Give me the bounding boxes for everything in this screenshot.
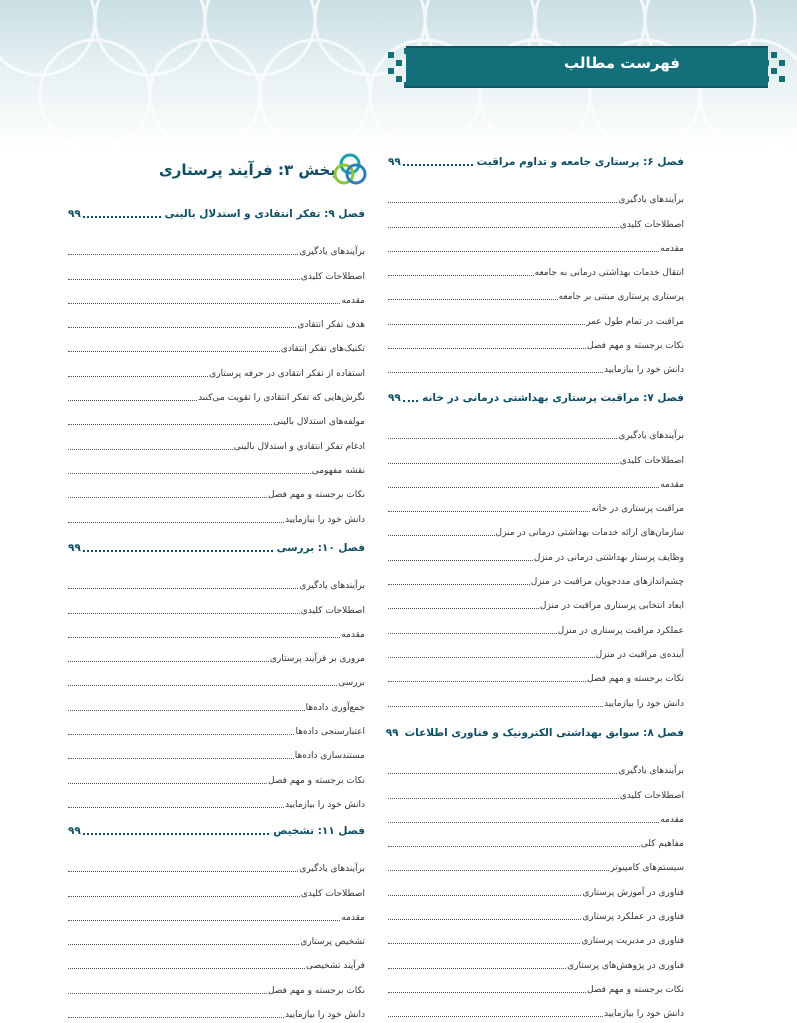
toc-entry-title: فناوری در پژوهش‌های پرستاری xyxy=(567,960,684,971)
toc-entry-title: استفاده از تفکر انتقادی در حرفه پرستاری xyxy=(209,368,365,379)
ornament-pixel xyxy=(779,60,785,66)
chapter-title: فصل ۹: تفکر انتقادی و استدلال بالینی xyxy=(164,208,365,220)
toc-entry[interactable] xyxy=(68,307,365,331)
toc-entry[interactable] xyxy=(388,255,684,279)
toc-entry[interactable] xyxy=(388,685,684,709)
leader-dots xyxy=(68,588,298,589)
leader-dots xyxy=(388,227,619,228)
toc-entry-title: برآیندهای یادگیری xyxy=(299,864,365,875)
ornament-pixel xyxy=(388,68,394,74)
leader-dots xyxy=(68,758,294,759)
toc-entry-title: مستندسازی داده‌ها xyxy=(294,751,365,762)
toc-entry-title: اصطلاحات کلیدی xyxy=(619,455,684,466)
toc-entry-title: فناوری در مدیریت پرستاری xyxy=(581,936,684,947)
ornament-pixel xyxy=(388,52,394,58)
toc-entry-title: وظایف پرستار بهداشتی درمانی در منزل xyxy=(533,552,684,563)
toc-entry-title: اصطلاحات کلیدی xyxy=(300,888,365,899)
toc-entry-title: ابعاد انتخابی پرستاری مراقبت در منزل xyxy=(539,601,684,612)
leader-dots xyxy=(83,833,269,835)
toc-entry[interactable] xyxy=(388,753,684,777)
chapter-page-number: ۹۹ xyxy=(68,825,81,837)
toc-entry[interactable] xyxy=(388,279,684,303)
toc-entry-title: اصطلاحات کلیدی xyxy=(300,271,365,282)
toc-entry[interactable] xyxy=(68,617,365,641)
toc-entry-title: بررسی xyxy=(338,678,365,689)
toc-entry-title: نکات برجسته و مهم فصل xyxy=(268,490,365,501)
chapter-heading[interactable] xyxy=(68,202,365,226)
leader-dots xyxy=(388,895,581,896)
leader-dots xyxy=(68,613,300,614)
chapter-title: فصل ۷: مراقبت پرستاری بهداشتی درمانی در خانه xyxy=(422,392,684,404)
toc-entry[interactable] xyxy=(68,453,365,477)
toc-entry-title: نکات برجسته و مهم فصل xyxy=(587,674,684,685)
leader-dots xyxy=(388,943,580,944)
leader-dots xyxy=(388,846,640,847)
leader-dots xyxy=(388,202,617,203)
toc-entry-title: دانش خود را بیازمایید xyxy=(604,1009,684,1020)
leader-dots xyxy=(388,299,558,300)
leader-dots xyxy=(388,324,585,325)
toc-entry-title: مروری بر فرآیند پرستاری xyxy=(269,654,365,665)
toc-entry[interactable] xyxy=(68,900,365,924)
leader-dots xyxy=(388,438,617,439)
toc-entry-title: مفاهیم کلی xyxy=(640,839,684,850)
toc-entry-title: برآیندهای یادگیری xyxy=(299,247,365,258)
leader-dots xyxy=(388,608,539,609)
toc-entry-title: فناوری در آموزش پرستاری xyxy=(582,887,684,898)
toc-entry[interactable] xyxy=(388,850,684,874)
section-heading xyxy=(158,152,368,190)
chapter-block xyxy=(388,150,684,376)
toc-entry[interactable] xyxy=(388,515,684,539)
toc-entry-title: اعتبارسنجی داده‌ها xyxy=(295,727,365,738)
leader-dots xyxy=(388,773,617,774)
toc-entry[interactable] xyxy=(68,924,365,948)
toc-entry[interactable] xyxy=(388,588,684,612)
toc-entry-title: مقدمه xyxy=(660,814,684,825)
leader-dots xyxy=(83,550,273,552)
toc-entry[interactable] xyxy=(388,972,684,996)
leader-dots xyxy=(388,275,534,276)
leader-dots xyxy=(83,216,161,218)
leader-dots xyxy=(68,661,269,662)
chapter-heading[interactable] xyxy=(385,721,684,745)
leader-dots xyxy=(68,807,284,808)
leader-dots xyxy=(403,400,418,402)
leader-dots xyxy=(68,734,294,735)
chapter-title: فصل ۱۰: بررسی xyxy=(276,542,365,554)
toc-entry-title: هدف تفکر انتقادی xyxy=(297,320,365,331)
leader-dots xyxy=(388,372,603,373)
leader-dots xyxy=(68,473,311,474)
toc-entry[interactable] xyxy=(388,564,684,588)
leader-dots xyxy=(68,376,208,377)
three-rings-logo-icon xyxy=(332,152,368,188)
toc-entry[interactable] xyxy=(68,380,365,404)
toc-entry-title: برآیندهای یادگیری xyxy=(618,195,684,206)
toc-entry-title: مقدمه xyxy=(341,295,365,306)
section-title: بخش ۳: فرآیند پرستاری xyxy=(158,161,336,179)
toc-entry[interactable] xyxy=(68,477,365,501)
chapter-block xyxy=(68,819,365,1021)
leader-dots xyxy=(388,798,619,799)
leader-dots xyxy=(68,968,305,969)
toc-entry[interactable] xyxy=(388,491,684,515)
leader-dots xyxy=(68,522,284,523)
ornament-pixel xyxy=(396,76,402,82)
toc-entry-title: چشم‌اندازهای مددجویان مراقبت در منزل xyxy=(530,577,684,588)
leader-dots xyxy=(68,710,305,711)
leader-dots xyxy=(68,1017,284,1018)
leader-dots xyxy=(68,871,298,872)
toc-entry-title: دانش خود را بیازمایید xyxy=(285,799,365,810)
toc-entry-title: مقدمه xyxy=(341,912,365,923)
toc-entry-title: انتقال خدمات بهداشتی درمانی به جامعه xyxy=(534,268,684,279)
toc-entry-title: عملکرد مراقبت پرستاری در منزل xyxy=(557,625,684,636)
leader-dots xyxy=(68,351,280,352)
ornament-pixel xyxy=(771,52,777,58)
chapter-heading[interactable] xyxy=(388,150,684,174)
toc-entry[interactable] xyxy=(388,303,684,327)
leader-dots xyxy=(403,164,473,166)
leader-dots xyxy=(388,681,586,682)
chapter-title: فصل ۶: پرستاری جامعه و تداوم مراقبت xyxy=(476,156,684,168)
leader-dots xyxy=(388,992,586,993)
leader-dots xyxy=(388,919,581,920)
ornament-pixel xyxy=(396,60,402,66)
toc-entry[interactable] xyxy=(388,612,684,636)
toc-entry[interactable] xyxy=(388,874,684,898)
chapter-heading[interactable] xyxy=(68,536,365,560)
ornament-pixel xyxy=(771,68,777,74)
toc-entry-title: ادغام تفکر انتقادی و استدلال بالینی xyxy=(233,441,365,452)
toc-entry[interactable] xyxy=(388,182,684,206)
toc-entry[interactable] xyxy=(388,826,684,850)
toc-entry-title: اصطلاحات کلیدی xyxy=(300,605,365,616)
toc-entry[interactable] xyxy=(68,258,365,282)
toc-entry-title: دانش خود را بیازمایید xyxy=(285,514,365,525)
leader-dots xyxy=(68,637,340,638)
toc-entry[interactable] xyxy=(68,665,365,689)
leader-dots xyxy=(68,303,340,304)
leader-dots xyxy=(68,400,197,401)
chapter-block xyxy=(388,386,684,710)
toc-entry[interactable] xyxy=(68,972,365,996)
toc-entry-title: سیستم‌های کامپیوتر xyxy=(610,863,684,874)
toc-entry[interactable] xyxy=(68,331,365,355)
toc-entry-title: نکات برجسته و مهم فصل xyxy=(587,984,684,995)
toc-entry[interactable] xyxy=(68,404,365,428)
toc-entry[interactable] xyxy=(388,328,684,352)
leader-dots xyxy=(388,584,530,585)
toc-entry-title: دانش خود را بیازمایید xyxy=(604,365,684,376)
chapter-block xyxy=(385,721,684,1020)
leader-dots xyxy=(388,251,659,252)
toc-entry[interactable] xyxy=(388,352,684,376)
leader-dots xyxy=(68,497,267,498)
toc-entry-title: مراقبت در تمام طول عمر xyxy=(586,316,684,327)
toc-entry-title: تشخیص پرستاری xyxy=(300,937,365,948)
chapter-title: فصل ۸: سوابق بهداشتی الکترونیک و فناوری اطلاعات xyxy=(404,727,684,739)
chapter-page-number: ۹۹ xyxy=(68,542,81,554)
chapter-title: فصل ۱۱: تشخیص xyxy=(273,825,365,837)
toc-entry[interactable] xyxy=(68,283,365,307)
toc-entry-title: برآیندهای یادگیری xyxy=(299,581,365,592)
toc-entry-title: تکنیک‌های تفکر انتقادی xyxy=(280,344,365,355)
page-title: فهرست مطالب xyxy=(564,54,680,72)
leader-dots xyxy=(68,783,267,784)
leader-dots xyxy=(388,870,609,871)
toc-entry-title: مراقبت پرستاری در خانه xyxy=(591,504,684,515)
leader-dots xyxy=(68,685,337,686)
toc-entry[interactable] xyxy=(388,923,684,947)
leader-dots xyxy=(388,348,586,349)
toc-entry[interactable] xyxy=(68,568,365,592)
toc-entry[interactable] xyxy=(388,206,684,230)
chapter-page-number: ۹۹ xyxy=(388,156,401,168)
toc-entry[interactable] xyxy=(68,428,365,452)
leader-dots xyxy=(388,1016,603,1017)
chapter-block xyxy=(68,536,365,811)
leader-dots xyxy=(68,896,300,897)
leader-dots xyxy=(68,920,340,921)
leader-dots xyxy=(388,633,557,634)
toc-entry[interactable] xyxy=(388,777,684,801)
toc-entry-title: فناوری در عملکرد پرستاری xyxy=(582,912,684,923)
toc-entry[interactable] xyxy=(68,592,365,616)
leader-dots xyxy=(388,511,590,512)
ornament-pixel xyxy=(779,76,785,82)
chapter-page-number: ۹۹ xyxy=(68,208,81,220)
toc-entry-title: جمع‌آوری داده‌ها xyxy=(305,702,365,713)
chapter-heading[interactable] xyxy=(388,386,684,410)
toc-entry-title: سازمان‌های ارائه خدمات بهداشتی درمانی در منزل xyxy=(495,528,684,539)
toc-entry-title: نکات برجسته و مهم فصل xyxy=(268,985,365,996)
leader-dots xyxy=(388,657,595,658)
toc-entry[interactable] xyxy=(68,641,365,665)
toc-header-banner xyxy=(388,46,785,88)
leader-dots xyxy=(68,424,272,425)
toc-entry-title: مولفه‌های استدلال بالینی xyxy=(273,417,365,428)
leader-dots xyxy=(388,560,533,561)
leader-dots xyxy=(388,968,566,969)
toc-entry[interactable] xyxy=(388,231,684,255)
toc-entry-title: برآیندهای یادگیری xyxy=(618,431,684,442)
leader-dots xyxy=(388,535,495,536)
toc-entry-title: نقشه مفهومی xyxy=(311,465,365,476)
toc-entry[interactable] xyxy=(68,355,365,379)
leader-dots xyxy=(68,279,300,280)
toc-entry-title: نکات برجسته و مهم فصل xyxy=(268,775,365,786)
toc-entry[interactable] xyxy=(68,738,365,762)
toc-entry[interactable] xyxy=(388,802,684,826)
toc-entry[interactable] xyxy=(68,875,365,899)
toc-entry[interactable] xyxy=(388,467,684,491)
toc-entry[interactable] xyxy=(388,996,684,1020)
toc-entry[interactable] xyxy=(388,442,684,466)
leader-dots xyxy=(68,944,299,945)
toc-entry[interactable] xyxy=(388,539,684,563)
leader-dots xyxy=(388,487,659,488)
toc-entry[interactable] xyxy=(388,899,684,923)
toc-entry-title: دانش خود را بیازمایید xyxy=(604,698,684,709)
toc-entry-title: اصطلاحات کلیدی xyxy=(619,790,684,801)
toc-entry-title: دانش خود را بیازمایید xyxy=(285,1010,365,1021)
leader-dots xyxy=(68,254,298,255)
leader-dots xyxy=(388,463,619,464)
toc-entry-title: مقدمه xyxy=(660,243,684,254)
toc-entry-title: برآیندهای یادگیری xyxy=(618,766,684,777)
ornament-pixel xyxy=(763,76,769,82)
leader-dots xyxy=(388,706,603,707)
chapter-heading[interactable] xyxy=(68,819,365,843)
leader-dots xyxy=(68,993,267,994)
toc-entry[interactable] xyxy=(68,997,365,1021)
leader-dots xyxy=(68,327,296,328)
chapter-page-number: ۹۹ xyxy=(388,392,401,404)
toc-entry[interactable] xyxy=(68,762,365,786)
toc-entry[interactable] xyxy=(68,501,365,525)
toc-entry[interactable] xyxy=(388,418,684,442)
toc-entry[interactable] xyxy=(68,234,365,258)
toc-entry[interactable] xyxy=(68,948,365,972)
chapter-block xyxy=(68,202,365,526)
toc-entry-title: نگرش‌هایی که تفکر انتقادی را تقویت می‌کنند xyxy=(198,393,365,404)
toc-entry-title: مقدمه xyxy=(341,629,365,640)
toc-entry[interactable] xyxy=(68,714,365,738)
toc-entry-title: پرستاری پرستاری مبتنی بر جامعه xyxy=(558,292,684,303)
toc-entry-title: اصطلاحات کلیدی xyxy=(619,219,684,230)
toc-entry[interactable] xyxy=(68,851,365,875)
leader-dots xyxy=(68,449,233,450)
toc-entry[interactable] xyxy=(388,661,684,685)
chapter-page-number: ۹۹ xyxy=(385,727,399,739)
toc-entry-title: فرآیند تشخیصی xyxy=(306,961,365,972)
toc-entry-title: نکات برجسته و مهم فصل xyxy=(587,341,684,352)
toc-entry-title: آینده‌ی مراقبت در منزل xyxy=(595,649,684,660)
toc-entry[interactable] xyxy=(388,947,684,971)
toc-entry[interactable] xyxy=(388,637,684,661)
toc-entry[interactable] xyxy=(68,689,365,713)
toc-entry[interactable] xyxy=(68,787,365,811)
ornament-pixel xyxy=(763,60,769,66)
toc-entry-title: مقدمه xyxy=(660,479,684,490)
leader-dots xyxy=(388,822,659,823)
